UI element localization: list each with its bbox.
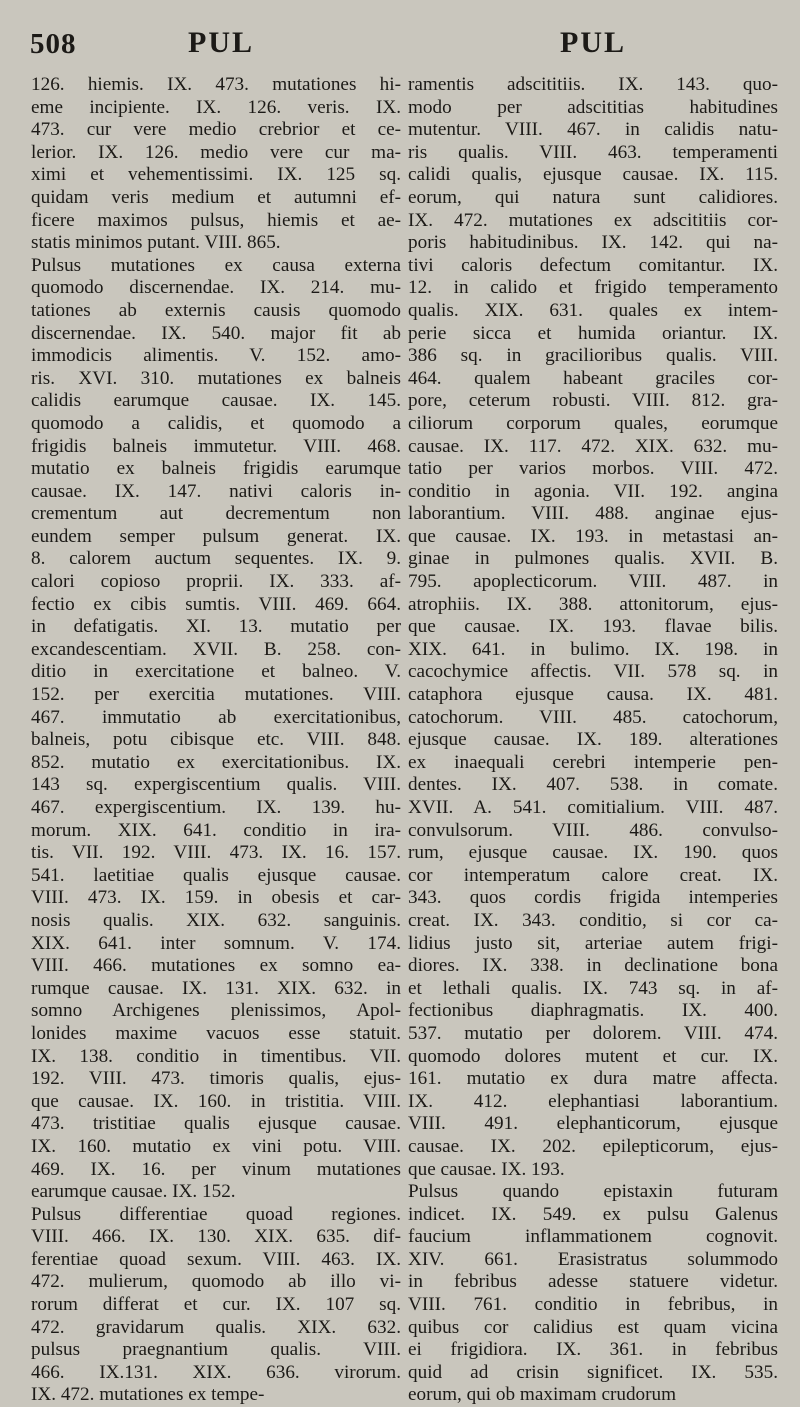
text-line: causae. IX. 147. nativi caloris in- (31, 480, 401, 502)
text-line: rorum differat et cur. IX. 107 sq. (31, 1294, 401, 1316)
text-line: diores. IX. 338. in declinatione bona (408, 955, 778, 977)
text-line: XIV. 661. Erasistratus solummodo (408, 1248, 778, 1270)
text-line: morum. XIX. 641. conditio in ira- (31, 819, 401, 841)
text-line: ferentiae quoad sexum. VIII. 463. IX. (31, 1248, 401, 1270)
text-line: ei frigidiora. IX. 361. in febribus (408, 1339, 778, 1361)
text-line: quid ad crisin significet. IX. 535. (408, 1361, 778, 1383)
text-line: 161. mutatio ex dura matre affecta. (408, 1068, 778, 1090)
text-line: 8. calorem auctum sequentes. IX. 9. (31, 548, 401, 570)
text-line: 473. cur vere medio crebrior et ce- (31, 119, 401, 141)
text-line: pulsus praegnantium qualis. VIII. (31, 1339, 401, 1361)
text-line: frigidis balneis immutetur. VIII. 468. (31, 435, 401, 457)
text-line: dentes. IX. 407. 538. in comate. (408, 774, 778, 796)
text-line: que causae. IX. 193. flavae bilis. (408, 616, 778, 638)
text-line: 143 sq. expergiscentium qualis. VIII. (31, 774, 401, 796)
text-line: 466. IX.131. XIX. 636. virorum. (31, 1361, 401, 1383)
text-line: ginae in pulmones qualis. XVII. B. (408, 548, 778, 570)
text-line: VIII. 466. IX. 130. XIX. 635. dif- (31, 1226, 401, 1248)
text-line: VIII. 466. mutationes ex somno ea- (31, 955, 401, 977)
text-line: cor intemperatum calore creat. IX. (408, 864, 778, 886)
text-line: causae. IX. 202. epilepticorum, ejus- (408, 1135, 778, 1157)
text-line: statis minimos putant. VIII. 865. (31, 232, 281, 254)
text-line: que causae. IX. 193. in metastasi an- (408, 525, 778, 547)
text-line: VIII. 761. conditio in febribus, in (408, 1294, 778, 1316)
text-line: calidi qualis, ejusque causae. IX. 115. (408, 164, 778, 186)
text-line: ximi et vehementissimi. IX. 125 sq. (31, 164, 401, 186)
text-line: 469. IX. 16. per vinum mutationes (31, 1158, 401, 1180)
text-line: 386 sq. in gracilioribus qualis. VIII. (408, 345, 778, 367)
text-line: 467. expergiscentium. IX. 139. hu- (31, 797, 401, 818)
text-line: eundem semper pulsum generat. IX. (31, 525, 401, 547)
text-line: quomodo discernendae. IX. 214. mu- (31, 277, 401, 299)
text-line: 467. immutatio ab exercitationibus, (31, 706, 401, 728)
text-line: ciliorum corporum quales, eorumque (408, 412, 778, 434)
text-line: nosis qualis. XIX. 632. sanguinis. (31, 909, 401, 931)
text-line: 537. mutatio per dolorem. VIII. 474. (408, 1022, 778, 1044)
text-line: causae. IX. 117. 472. XIX. 632. mu- (408, 435, 778, 457)
text-line: mutatio ex balneis frigidis earumque (31, 458, 401, 480)
text-line: tis. VII. 192. VIII. 473. IX. 16. 157. (31, 842, 401, 864)
text-line: ris qualis. VIII. 463. temperamenti (408, 141, 778, 163)
text-line: 473. tristitiae qualis ejusque causae. (31, 1113, 401, 1135)
text-line: 795. apoplecticorum. VIII. 487. in (408, 571, 778, 593)
text-line: Pulsus quando epistaxin futuram (408, 1181, 778, 1203)
text-line: somno Archigenes plenissimos, Apol- (31, 1000, 401, 1022)
text-line: eme incipiente. IX. 126. veris. IX. (31, 96, 401, 118)
text-line: 464. qualem habeant graciles cor- (408, 367, 778, 389)
text-line: mutentur. VIII. 467. in calidis natu- (408, 119, 778, 141)
text-line: XVII. A. 541. comitialium. VIII. 487. (408, 797, 778, 818)
text-line: 152. per exercitia mutationes. VIII. (31, 684, 401, 706)
page-number: 508 (30, 28, 77, 60)
running-head-right: PUL (560, 26, 626, 59)
text-line: XIX. 641. in bulimo. IX. 198. in (408, 638, 778, 660)
text-line: IX. 138. conditio in timentibus. VII. (31, 1045, 401, 1067)
text-line: faucium inflammationem cognovit. (408, 1226, 778, 1248)
text-line: perie sicca et humida oriantur. IX. (408, 322, 778, 344)
text-line: cacochymice affectis. VII. 578 sq. in (408, 661, 778, 683)
text-line: laborantium. VIII. 488. anginae ejus- (408, 503, 778, 525)
text-line: pore, ceterum robusti. VIII. 812. gra- (408, 390, 778, 412)
text-line: poris habitudinibus. IX. 142. qui na- (408, 232, 778, 254)
text-line: et lethali qualis. IX. 743 sq. in af- (408, 977, 778, 999)
text-line: in febribus adesse statuere videtur. (408, 1271, 778, 1293)
text-line: 472. mulierum, quomodo ab illo vi- (31, 1271, 401, 1293)
text-line: crementum aut decrementum non (31, 503, 401, 525)
text-line: XIX. 641. inter somnum. V. 174. (31, 932, 401, 954)
text-line: balneis, potu cibisque etc. VIII. 848. (31, 729, 401, 751)
text-line: ris. XVI. 310. mutationes ex balneis (31, 367, 401, 389)
text-line: ejusque causae. IX. 189. alterationes (408, 729, 778, 751)
text-line: excandescentiam. XVII. B. 258. con- (31, 638, 401, 660)
text-line: fectionibus diaphragmatis. IX. 400. (408, 1000, 778, 1022)
text-line: lonides maxime vacuos esse statuit. (31, 1022, 401, 1044)
text-line: calidis earumque causae. IX. 145. (31, 390, 401, 412)
text-line: ditio in exercitatione et balneo. V. (31, 661, 401, 683)
text-line: catochorum. VIII. 485. catochorum, (408, 706, 778, 728)
text-line: calori copioso proprii. IX. 333. af- (31, 571, 401, 593)
text-line: IX. 160. mutatio ex vini potu. VIII. (31, 1135, 401, 1157)
text-line: cataphora ejusque causa. IX. 481. (408, 684, 778, 706)
running-head-left: PUL (188, 26, 254, 59)
text-line: IX. 472. mutationes ex adscititiis cor- (408, 209, 778, 231)
text-line: 12. in calido et frigido temperamento (408, 277, 778, 299)
text-line: quomodo a calidis, et quomodo a (31, 412, 401, 434)
text-line: conditio in agonia. VII. 192. angina (408, 480, 778, 502)
text-line: convulsorum. VIII. 486. convulso- (408, 819, 778, 841)
text-line: tationes ab externis causis quomodo (31, 299, 401, 321)
text-line: que causae. IX. 193. (408, 1158, 565, 1180)
text-line: immodicis alimentis. V. 152. amo- (31, 345, 401, 367)
text-line: creat. IX. 343. conditio, si cor ca- (408, 909, 778, 931)
text-line: VIII. 491. elephanticorum, ejusque (408, 1113, 778, 1135)
text-line: Pulsus mutationes ex causa externa (31, 254, 401, 276)
text-line: modo per adscititias habitudines (408, 96, 778, 118)
right-column (408, 74, 778, 1407)
text-line: earumque causae. IX. 152. (31, 1181, 236, 1203)
text-line: quidam veris medium et autumni ef- (31, 186, 401, 208)
text-line: 126. hiemis. IX. 473. mutationes hi- (31, 74, 401, 95)
text-line: lidius justo sit, arteriae autem frigi- (408, 932, 778, 954)
text-line: indicet. IX. 549. ex pulsu Galenus (408, 1203, 778, 1225)
text-line: lerior. IX. 126. medio vere cur ma- (31, 141, 401, 163)
text-line: atrophiis. IX. 388. attonitorum, ejus- (408, 593, 778, 615)
text-line: ficere maximos pulsus, hiemis et ae- (31, 209, 401, 231)
text-line: rumque causae. IX. 131. XIX. 632. in (31, 977, 401, 999)
left-column (31, 74, 401, 1407)
text-line: IX. 412. elephantiasi laborantium. (408, 1090, 778, 1112)
text-line: tatio per varios morbos. VIII. 472. (408, 458, 778, 480)
text-line: IX. 472. mutationes ex tempe- (31, 1384, 265, 1406)
text-line: discernendae. IX. 540. major fit ab (31, 322, 401, 344)
text-line: qualis. XIX. 631. quales ex intem- (408, 299, 778, 321)
text-line: VIII. 473. IX. 159. in obesis et car- (31, 887, 401, 909)
text-line: 852. mutatio ex exercitationibus. IX. (31, 751, 401, 773)
text-line: ramentis adscititiis. IX. 143. quo- (408, 74, 778, 95)
text-line: quomodo dolores mutent et cur. IX. (408, 1045, 778, 1067)
text-line: Pulsus differentiae quoad regiones. (31, 1203, 401, 1225)
text-line: que causae. IX. 160. in tristitia. VIII. (31, 1090, 401, 1112)
text-line: ex inaequali cerebri intemperie pen- (408, 751, 778, 773)
text-line: rum, ejusque causae. IX. 190. quos (408, 842, 778, 864)
text-line: fectio ex cibis sumtis. VIII. 469. 664. (31, 593, 401, 615)
text-line: quibus cor calidius est quam vicina (408, 1316, 778, 1338)
page-header (30, 22, 772, 66)
text-line: 541. laetitiae qualis ejusque causae. (31, 864, 401, 886)
text-line: in defatigatis. XI. 13. mutatio per (31, 616, 401, 638)
text-line: eorum, qui ob maximam crudorum (408, 1384, 677, 1406)
text-line: 192. VIII. 473. timoris qualis, ejus- (31, 1068, 401, 1090)
text-line: eorum, qui natura sunt calidiores. (408, 186, 778, 208)
text-line: 343. quos cordis frigida intemperies (408, 887, 778, 909)
text-line: tivi caloris defectum comitantur. IX. (408, 254, 778, 276)
text-line: 472. gravidarum qualis. XIX. 632. (31, 1316, 401, 1338)
